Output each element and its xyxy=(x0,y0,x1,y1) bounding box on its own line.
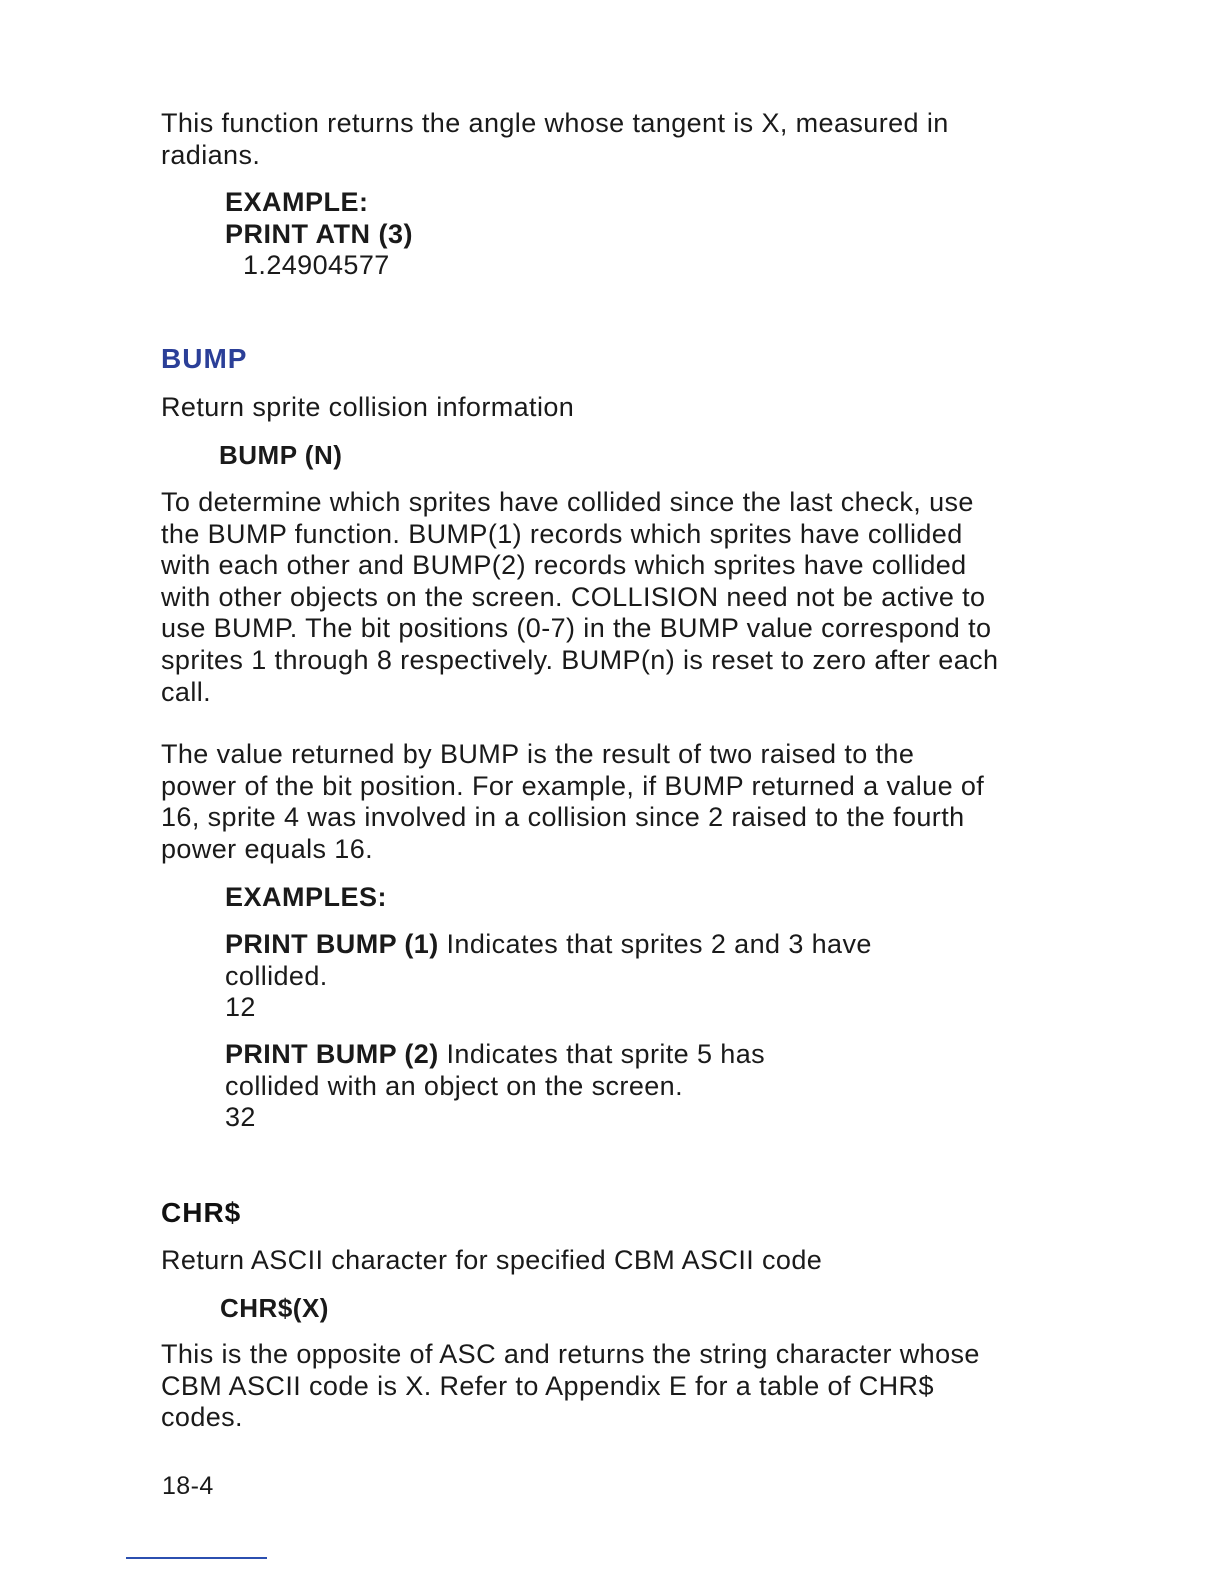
bump-example-1-output: 12 xyxy=(225,992,256,1023)
bump-example-2-description: Indicates that sprite 5 has collided with an object on the screen. xyxy=(225,1039,766,1101)
page-number: 18-4 xyxy=(162,1472,214,1500)
bump-summary: Return sprite collision information xyxy=(161,392,575,422)
intro-paragraph: This function returns the angle whose tangent is X, measured in radians. xyxy=(161,108,949,170)
bump-paragraph-2: The value returned by BUMP is the result of two raised to the power of the bit position. For example, if BUMP returned a value of 16, sprite 4 was involved in a collision since 2 raised to the fourth power equals 16. xyxy=(161,739,985,864)
chr-summary: Return ASCII character for specified CBM ASCII code xyxy=(161,1245,823,1275)
bump-paragraph-1: To determine which sprites have collided since the last check, use the BUMP function. BUMP(1) records which sprites have collided with each other and BUMP(2) records which sprites have collided with other objects on the screen. COLLISION need not be active to use BUMP. The bit positions (0-7) in the BUMP value correspond to sprites 1 through 8 respectively. BUMP(n) is reset to zero after each call. xyxy=(161,487,999,707)
chr-syntax: CHR$(X) xyxy=(220,1293,329,1323)
bump-example-2-command: PRINT BUMP (2) xyxy=(225,1039,439,1069)
bump-example-2-output: 32 xyxy=(225,1102,256,1133)
bump-example-1-description: Indicates that sprites 2 and 3 have collided. xyxy=(225,929,872,991)
bump-examples-heading: EXAMPLES: xyxy=(225,882,388,912)
bump-section-title: BUMP xyxy=(161,343,248,374)
atn-example-heading: EXAMPLE: xyxy=(225,187,369,217)
bump-syntax: BUMP (N) xyxy=(219,440,343,470)
bump-example-2 xyxy=(225,1039,835,1134)
chr-paragraph: This is the opposite of ASC and returns the string character whose CBM ASCII code is X. Refer to Appendix E for a table of CHR$ codes. xyxy=(161,1339,980,1433)
chr-section-title: CHR$ xyxy=(161,1197,242,1228)
atn-example-command: PRINT ATN (3) xyxy=(225,219,413,249)
bump-example-1 xyxy=(225,929,925,1024)
atn-example-output: 1.24904577 xyxy=(243,250,390,280)
bump-example-1-command: PRINT BUMP (1) xyxy=(225,929,439,959)
footer-rule xyxy=(126,1557,267,1559)
